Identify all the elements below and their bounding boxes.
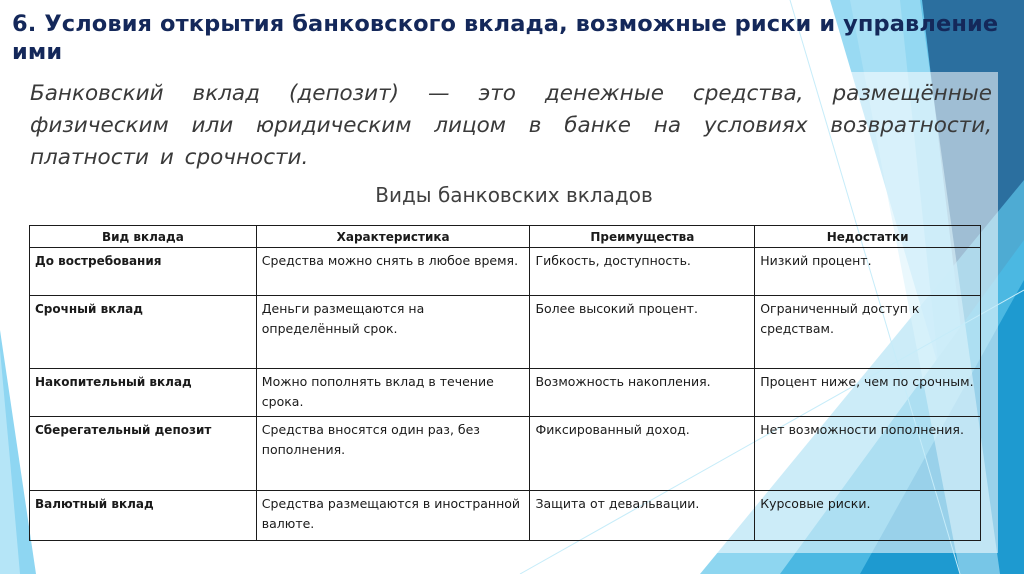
table-row <box>30 417 981 491</box>
cell-disadvantages: Нет возможности пополнения. <box>755 417 981 491</box>
cell-description: Средства вносятся один раз, без пополнения. <box>256 417 530 491</box>
table-header-row <box>30 226 981 248</box>
cell-type: Накопительный вклад <box>30 369 257 417</box>
cell-disadvantages: Ограниченный доступ к средствам. <box>755 296 981 369</box>
table-row <box>30 491 981 541</box>
deposit-types-table <box>29 225 981 541</box>
slide-title: 6. Условия открытия банковского вклада, возможные риски и управление ими <box>12 11 999 65</box>
cell-description: Средства можно снять в любое время. <box>256 248 530 296</box>
cell-type: До востребования <box>30 248 257 296</box>
cell-description: Средства размещаются в иностранной валюте. <box>256 491 530 541</box>
header-disadvantages: Недостатки <box>755 226 981 248</box>
cell-type: Сберегательный депозит <box>30 417 257 491</box>
header-advantages: Преимущества <box>530 226 755 248</box>
cell-advantages: Защита от девальвации. <box>530 491 755 541</box>
cell-disadvantages: Процент ниже, чем по срочным. <box>755 369 981 417</box>
table-row <box>30 369 981 417</box>
table-title-text: Виды банковских вкладов <box>375 183 653 207</box>
cell-advantages: Более высокий процент. <box>530 296 755 369</box>
cell-type: Срочный вклад <box>30 296 257 369</box>
cell-advantages: Возможность накопления. <box>530 369 755 417</box>
cell-type: Валютный вклад <box>30 491 257 541</box>
header-description: Характеристика <box>256 226 530 248</box>
definition-paragraph: Банковский вклад (депозит) — это денежные средства, размещённые физическим или юридическим лицом в банке на условиях возвратности, платности и срочности. <box>30 81 992 170</box>
cell-description: Можно пополнять вклад в течение срока. <box>256 369 530 417</box>
table-row <box>30 248 981 296</box>
cell-advantages: Фиксированный доход. <box>530 417 755 491</box>
table-row <box>30 296 981 369</box>
cell-disadvantages: Курсовые риски. <box>755 491 981 541</box>
table-title <box>0 182 1024 208</box>
cell-description: Деньги размещаются на определённый срок. <box>256 296 530 369</box>
header-type: Вид вклада <box>30 226 257 248</box>
cell-advantages: Гибкость, доступность. <box>530 248 755 296</box>
cell-disadvantages: Низкий процент. <box>755 248 981 296</box>
